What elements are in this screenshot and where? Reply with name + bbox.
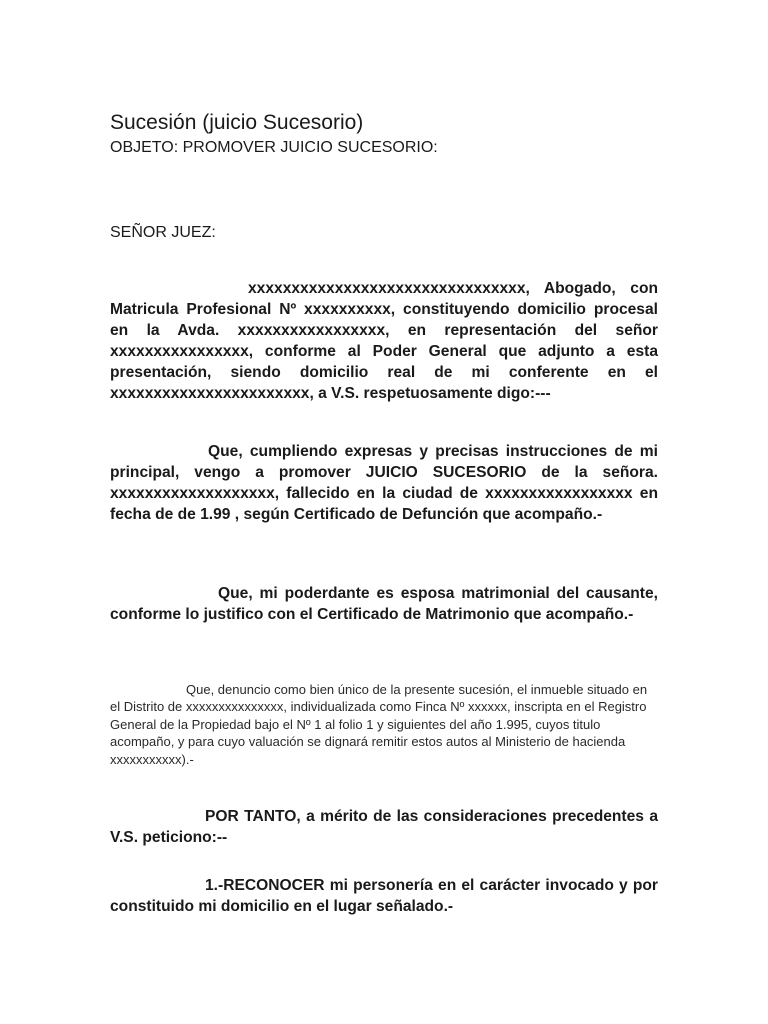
paragraph-therefore-bold: POR TANTO bbox=[205, 808, 297, 825]
paragraph-introduction bbox=[110, 278, 658, 404]
paragraph-petition-text-a: Que, cumpliendo expresas y precisas instrucciones de mi principal, vengo a promover bbox=[110, 443, 658, 481]
paragraph-recognize bbox=[110, 875, 658, 917]
paragraph-petition-text-b: de la señora. xxxxxxxxxxxxxxxxxxx, fallecido en la ciudad de xxxxxxxxxxxxxxxxx en fecha de de 1.99 , según Certificado de Defunción que acompaño.- bbox=[110, 464, 658, 523]
paragraph-introduction-text: xxxxxxxxxxxxxxxxxxxxxxxxxxxxxxxx, Abogado, con Matricula Profesional Nº xxxxxxxxxx, constituyendo domicilio procesal en la Avda. xxxxxxxxxxxxxxxxx, en representación del señor xxxxxxxxxxxxxxxx, conforme al Poder General que adjunto a esta presentación, siendo domicilio real de mi conferente en el xxxxxxxxxxxxxxxxxxxxxxx, a V.S. respetuosamente digo:--- bbox=[110, 280, 658, 402]
paragraph-property-text: Que, denuncio como bien único de la presente sucesión, el inmueble situado en el Distrito de xxxxxxxxxxxxxxx, individualizada como Finca Nº xxxxxx, inscripta en el Registro General de la Propiedad bajo el Nº 1 al folio 1 y siguientes del año 1.995, cuyos titulo acompaño, y para cuyo valuación se dignará remitir estos autos al Ministerio de hacienda xxxxxxxxxxx).- bbox=[110, 682, 648, 767]
paragraph-spouse bbox=[110, 583, 658, 625]
paragraph-therefore bbox=[110, 806, 658, 848]
document-title: Sucesión (juicio Sucesorio) bbox=[110, 111, 364, 134]
paragraph-petition-bold: JUICIO SUCESORIO bbox=[365, 464, 527, 481]
paragraph-recognize-text: mi personería en el carácter invocado y por constituido mi domicilio en el lugar señalado.- bbox=[110, 877, 658, 915]
paragraph-therefore-text: , a mérito de las consideraciones precedentes a V.S. peticiono:-- bbox=[110, 808, 658, 846]
salutation: SEÑOR JUEZ: bbox=[110, 224, 216, 241]
paragraph-property bbox=[110, 681, 658, 768]
paragraph-petition bbox=[110, 441, 658, 525]
document-subtitle: OBJETO: PROMOVER JUICIO SUCESORIO: bbox=[110, 139, 438, 156]
paragraph-spouse-text: Que, mi poderdante es esposa matrimonial del causante, conforme lo justifico con el Certificado de Matrimonio que acompaño.- bbox=[110, 585, 658, 623]
paragraph-recognize-bold: 1.-RECONOCER bbox=[205, 877, 325, 894]
